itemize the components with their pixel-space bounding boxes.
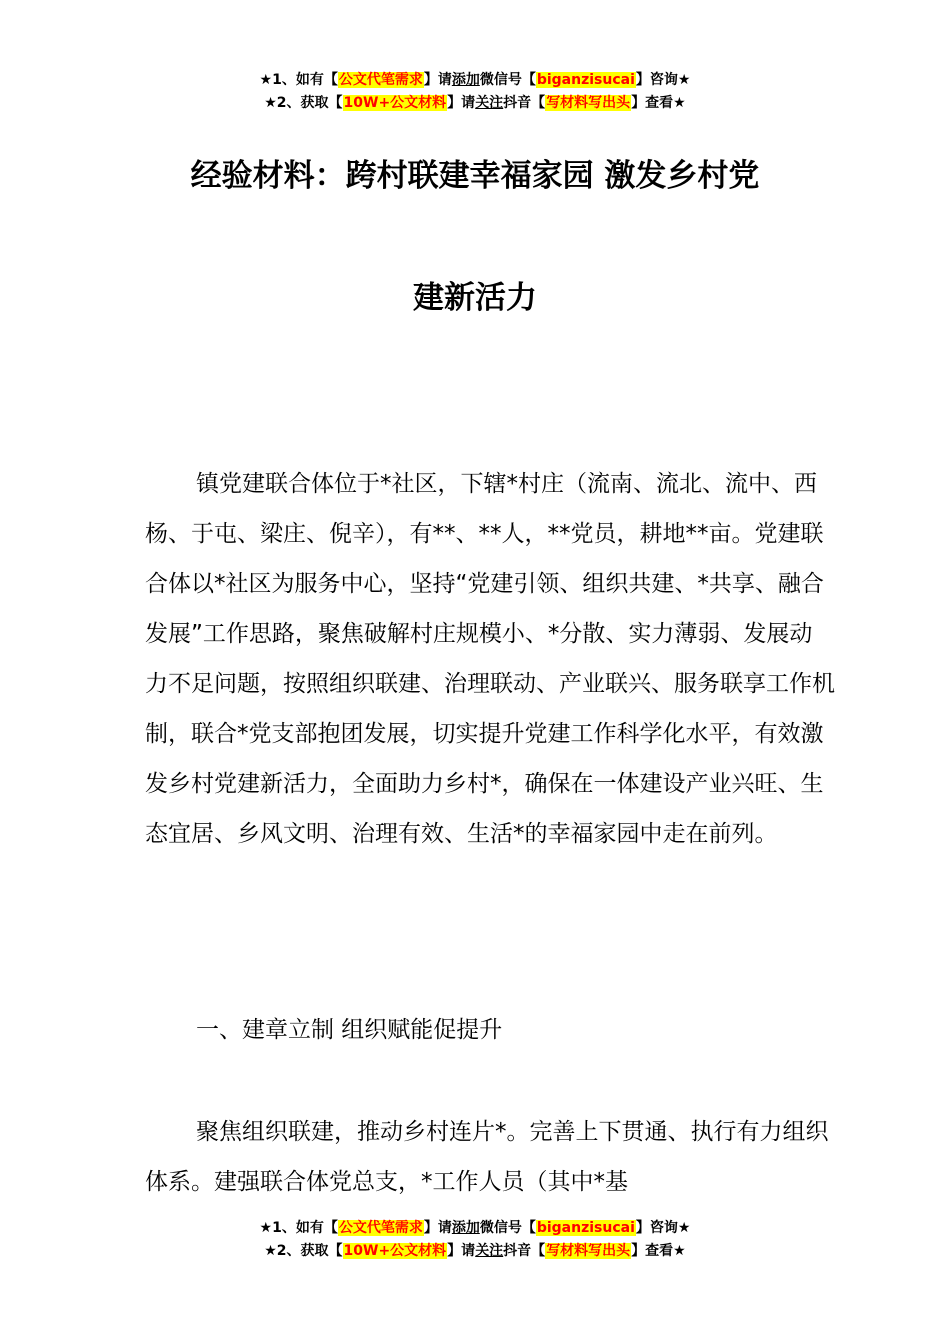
body-paragraph-2: 聚焦组织联建，推动乡村连片*。完善上下贯通、执行有力组织体系。建强联合体党总支，*工作人员（其中*基: [145, 1119, 829, 1195]
section-heading-1: 一、建章立制 组织赋能促提升: [196, 1017, 503, 1043]
highlight-wechat-id: biganzisucai: [536, 1220, 635, 1236]
promo-line-2: ★2、获取【10W+公文材料】请关注抖音【写材料写出头】查看★: [264, 1243, 686, 1259]
highlight-materials: 10W+公文材料: [343, 95, 447, 111]
promo-line-2: ★2、获取【10W+公文材料】请关注抖音【写材料写出头】查看★: [264, 95, 686, 111]
highlight-service: 公文代笔需求: [338, 1220, 423, 1236]
highlight-douyin-id: 写材料写出头: [546, 1243, 631, 1259]
highlight-douyin-id: 写材料写出头: [546, 95, 631, 111]
promo-line-1: ★1、如有【公文代笔需求】请添加微信号【biganzisucai】咨询★: [259, 72, 691, 88]
document-title-line-1: 经验材料：跨村联建幸福家园 激发乡村党: [190, 158, 760, 194]
highlight-wechat-id: biganzisucai: [536, 72, 635, 88]
document-title-line-2: 建新活力: [413, 280, 537, 316]
promo-banner-bottom: [0, 1217, 950, 1263]
highlight-materials: 10W+公文材料: [343, 1243, 447, 1259]
highlight-service: 公文代笔需求: [338, 72, 423, 88]
body-paragraph-1: 镇党建联合体位于*社区，下辖*村庄（流南、流北、流中、西杨、于屯、梁庄、倪辛），有**、**人，**党员，耕地**亩。党建联合体以*社区为服务中心，坚持“党建引领、组织共建、*共享、融合发展”工作思路，聚焦破解村庄规模小、*分散、实力薄弱、发展动力不足问题，按照组织联建、治理联动、产业联兴、服务联享工作机制，联合*党支部抱团发展，切实提升党建工作科学化水平，有效激发乡村党建新活力，全面助力乡村*，确保在一体建设产业兴旺、生态宜居、乡风文明、治理有效、生活*的幸福家园中走在前列。: [145, 471, 835, 847]
promo-banner-top: [0, 69, 950, 115]
promo-line-1: ★1、如有【公文代笔需求】请添加微信号【biganzisucai】咨询★: [259, 1220, 691, 1236]
